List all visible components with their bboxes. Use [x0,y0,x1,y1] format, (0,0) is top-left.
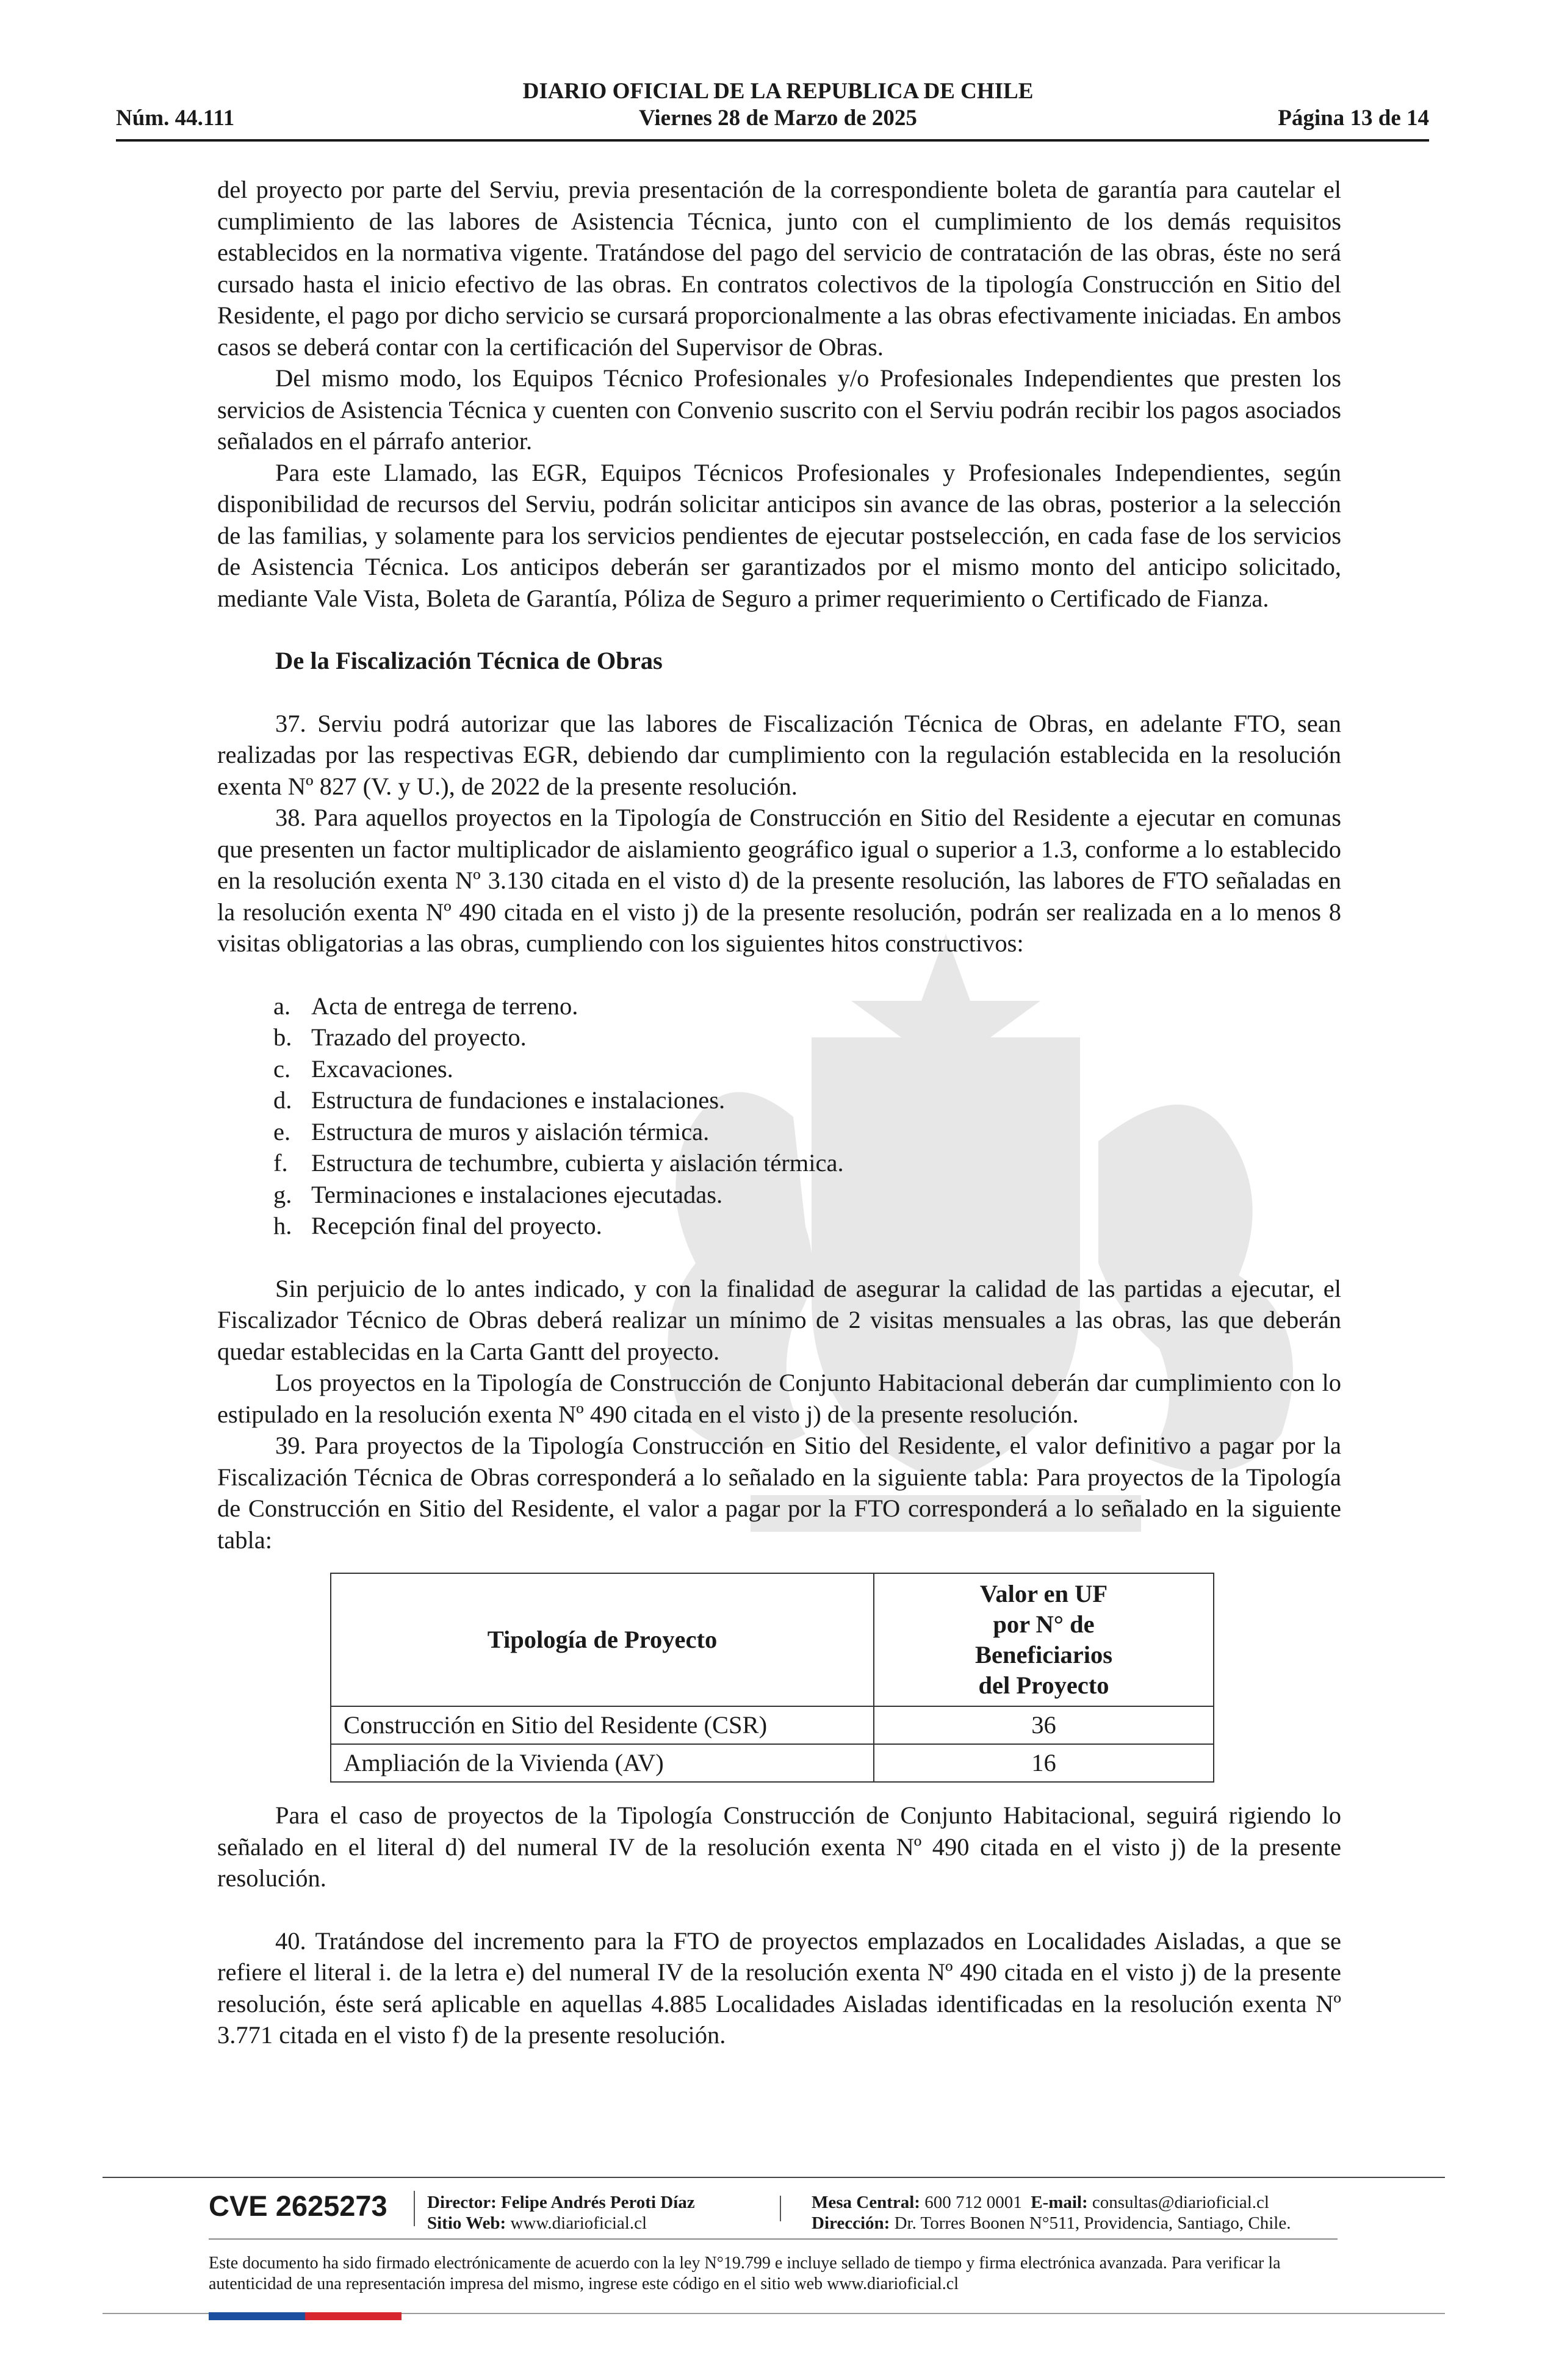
list-item [273,1116,1341,1148]
paragraph-asistencia: Del mismo modo, los Equipos Técnico Profesionales y/o Profesionales Independientes que presten los servicios de Asistencia Técnica y cuenten con Convenio suscrito con el Serviu podrán recibir los pagos asociados señalados en el párrafo anterior. [217,364,1341,455]
footer-separator [414,2191,415,2226]
paragraph-38: 38. Para aquellos proyectos en la Tipología de Construcción en Sitio del Residente a ejecutar en comunas que presenten un factor multiplicador de aislamiento geográfico igual o superior a 1.3, conforme a lo establecido en la resolución exenta Nº 3.130 citada en el visto d) de la presente resolución, las labores de FTO señaladas en la resolución exenta Nº 490 citada en el visto j) de la presente resolución, podrán ser realizada en a lo menos 8 visitas obligatorias a las obras, cumpliendo con los siguientes hitos constructivos: [217,804,1341,957]
table-header-valor [874,1573,1214,1706]
list-item-letter: a. [273,992,291,1020]
newspaper-title: DIARIO OFICIAL DE LA REPUBLICA DE CHILE [522,79,1034,104]
paragraph-conjunto: Los proyectos en la Tipología de Construcción de Conjunto Habitacional deberán dar cumplimiento con lo estipulado en la resolución exenta Nº 490 citada en el visto j) de la presente resolución. [217,1369,1341,1428]
fto-value-table [330,1573,1214,1783]
table-header-valor-line: por N° de [993,1610,1095,1638]
web-label: Sitio Web: [427,2213,506,2233]
web-link[interactable]: www.diarioficial.cl [510,2213,647,2233]
footer-contact-block [812,2192,1291,2234]
header-divider [116,139,1429,142]
list-item-text: Estructura de muros y aislación térmica. [311,1117,710,1145]
hitos-list [273,990,1341,1242]
director-label: Director: [427,2193,497,2212]
mesa-label: Mesa Central: [812,2193,920,2212]
page-indicator: Página 13 de 14 [1278,106,1429,131]
paragraph-40: 40. Tratándose del incremento para la FTO de proyectos emplazados en Localidades Aisladas, a que se refiere el literal i. de la letra e) del numeral IV de la resolución exenta Nº 490 citada en el visto j) de la presente resolución, éste será aplicable en aquellas 4.885 Localidades Aisladas identificadas en la resolución exenta Nº 3.771 citada en el visto f) de la presente resolución. [217,1927,1341,2049]
list-item [273,1147,1341,1179]
list-item-text: Excavaciones. [311,1055,453,1083]
footer-director-block [427,2192,695,2234]
table-header-valor-line: Valor en UF [979,1580,1108,1607]
list-item-letter: g. [273,1180,292,1208]
list-item [273,1084,1341,1116]
list-item-text: Recepción final del proyecto. [311,1212,602,1239]
issue-date: Viernes 28 de Marzo de 2025 [639,106,917,131]
list-item-letter: c. [273,1055,291,1083]
list-item-letter: f. [273,1149,288,1177]
footer-mid-rule [209,2238,1338,2240]
table-cell-valor: 16 [874,1744,1214,1782]
list-item [273,1179,1341,1211]
footer-legal-notice: Este documento ha sido firmado electrónicamente de acuerdo con la ley N°19.799 e incluye sellado de tiempo y firma electrónica avanzada. Para verificar la autenticidad de una representación impresa del mismo, ingrese este código en el sitio web www.diarioficial.cl [209,2254,1281,2293]
table-row [331,1706,1214,1744]
issue-number: Núm. 44.111 [116,106,235,131]
paragraph-continuation: del proyecto por parte del Serviu, previa presentación de la correspondiente boleta de garantía para cautelar el cumplimiento de las labores de Asistencia Técnica, junto con el cumplimiento de los demás requisitos establecidos en la normativa vigente. Tratándose del pago del servicio de contratación de las obras, éste no será cursado hasta el inicio efectivo de las obras. En contratos colectivos de la tipología Construcción en Sitio del Residente, el pago por dicho servicio se cursará proporcionalmente a las obras efectivamente iniciadas. En ambos casos se deberá contar con la certificación del Supervisor de Obras. [217,176,1341,361]
table-cell-valor: 36 [874,1706,1214,1744]
flag-stripe-blue [209,2312,305,2320]
table-header-row [331,1573,1214,1706]
list-item-letter: e. [273,1117,291,1145]
table-cell-tipo: Construcción en Sitio del Residente (CSR) [331,1706,874,1744]
flag-stripe-red [305,2312,402,2320]
mesa-phone: 600 712 0001 [924,2193,1022,2212]
list-item [273,990,1341,1022]
list-item-text: Acta de entrega de terreno. [311,992,578,1020]
email-label: E-mail: [1031,2193,1088,2212]
list-item-text: Terminaciones e instalaciones ejecutadas. [311,1180,723,1208]
table-cell-tipo: Ampliación de la Vivienda (AV) [331,1744,874,1782]
section-heading: De la Fiscalización Técnica de Obras [275,647,663,674]
footer-top-rule [103,2177,1445,2178]
list-item-text: Estructura de fundaciones e instalaciones. [311,1086,726,1114]
list-item-letter: h. [273,1212,292,1239]
list-item-text: Estructura de techumbre, cubierta y aislación térmica. [311,1149,844,1177]
list-item [273,1053,1341,1085]
footer-separator [780,2196,781,2221]
list-item-letter: b. [273,1023,292,1051]
table-header-valor-line: del Proyecto [978,1671,1109,1699]
address-label: Dirección: [812,2213,890,2233]
list-item [273,1022,1341,1053]
table-header-tipologia: Tipología de Proyecto [331,1573,874,1706]
paragraph-visitas: Sin perjuicio de lo antes indicado, y con la finalidad de asegurar la calidad de las partidas a ejecutar, el Fiscalizador Técnico de Obras deberá realizar un mínimo de 2 visitas mensuales a las obras, las que deberán quedar establecidas en la Carta Gantt del proyecto. [217,1274,1341,1365]
document-body [217,174,1341,2051]
paragraph-37: 37. Serviu podrá autorizar que las labores de Fiscalización Técnica de Obras, en adelante FTO, sean realizadas por las respectivas EGR, debiendo dar cumplimiento con la regulación establecida en la resolución exenta Nº 827 (V. y U.), de 2022 de la presente resolución. [217,709,1341,800]
director-name: Felipe Andrés Peroti Díaz [501,2193,695,2212]
paragraph-conjunto-habitacional: Para el caso de proyectos de la Tipología Construcción de Conjunto Habitacional, seguirá rigiendo lo señalado en el literal d) del numeral IV de la resolución exenta Nº 490 citada en el visto j) de la presente resolución. [217,1801,1341,1892]
paragraph-anticipos: Para este Llamado, las EGR, Equipos Técnicos Profesionales y Profesionales Independientes, según disponibilidad de recursos del Serviu, podrán solicitar anticipos sin avance de las obras, posterior a la selección de las familias, y solamente para los servicios pendientes de ejecutar postselección, en cada fase de los servicios de Asistencia Técnica. Los anticipos deberán ser garantizados por el mismo monto del anticipo solicitado, mediante Vale Vista, Boleta de Garantía, Póliza de Seguro a primer requerimiento o Certificado de Fianza. [217,458,1341,612]
paragraph-39: 39. Para proyectos de la Tipología Construcción en Sitio del Residente, el valor definitivo a pagar por la Fiscalización Técnica de Obras corresponderá a lo señalado en la siguiente tabla: Para proyectos de la Tipología de Construcción en Sitio del Residente, el valor a pagar por la FTO corresponderá a lo señalado en la siguiente tabla: [217,1432,1341,1554]
list-item-text: Trazado del proyecto. [311,1023,527,1051]
table-row [331,1744,1214,1782]
address-text: Dr. Torres Boonen N°511, Providencia, Santiago, Chile. [894,2213,1291,2233]
cve-code: CVE 2625273 [209,2190,387,2222]
list-item [273,1210,1341,1242]
email-link[interactable]: consultas@diarioficial.cl [1092,2193,1269,2212]
table-header-valor-line: Beneficiarios [975,1641,1112,1668]
list-item-letter: d. [273,1086,292,1114]
